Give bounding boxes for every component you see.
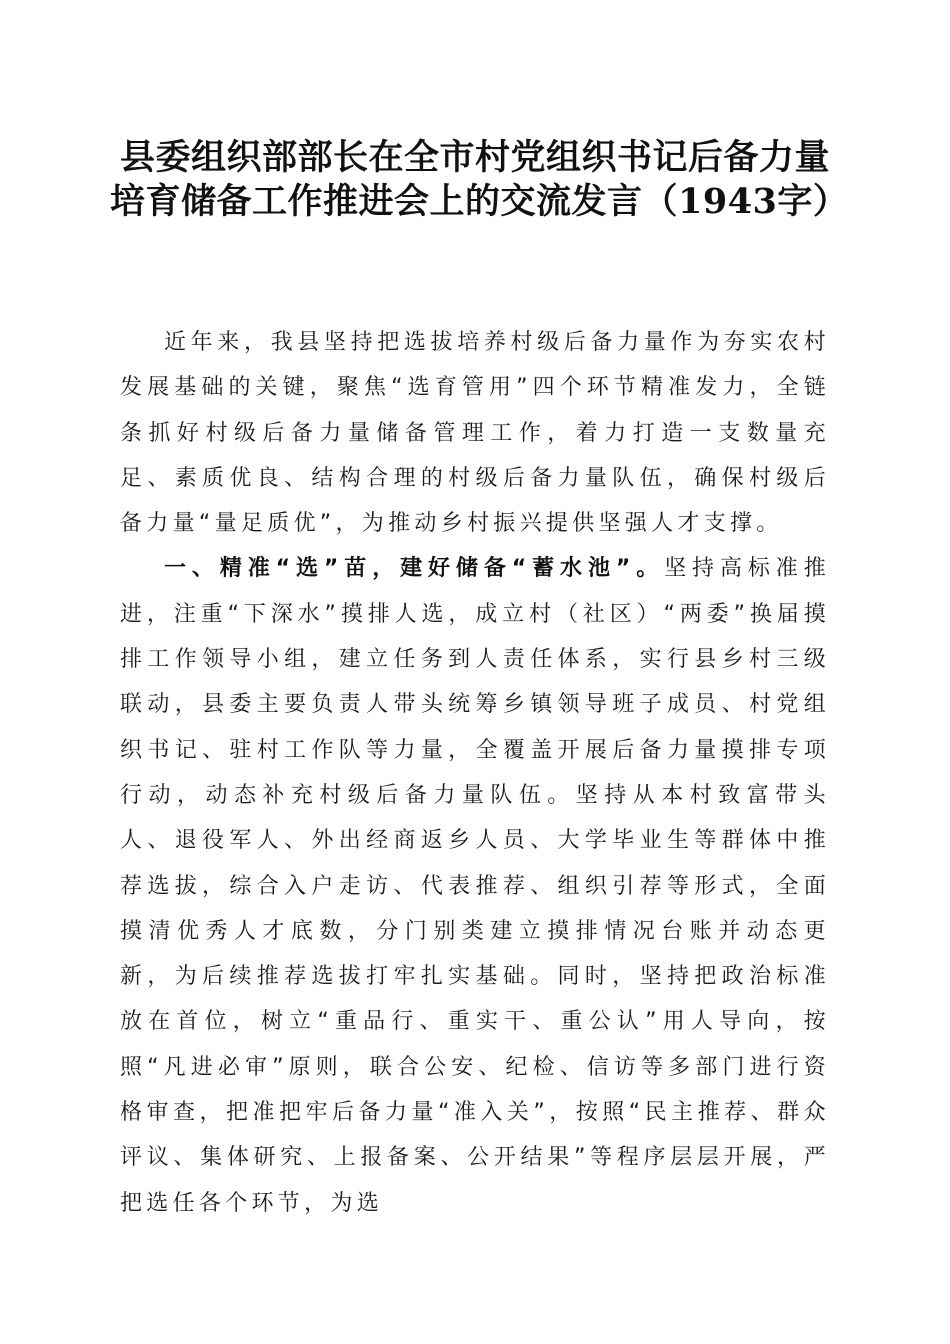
- document-title: 县委组织部部长在全市村党组织书记后备力量培育储备工作推进会上的交流发言（1943字）: [110, 137, 849, 222]
- section-1-heading: 一、精准“选”苗，建好储备“蓄水池”。: [164, 556, 665, 582]
- section-1-text: 坚持高标准推进，注重“下深水”摸排人选，成立村（社区）“两委”换届摸排工作领导小组，建立任务到人责任体系，实行县乡村三级联动，县委主要负责人带头统筹乡镇领导班子成员、村党组织书记、驻村工作队等力量，全覆盖开展后备力量摸排专项行动，动态补充村级后备力量队伍。坚持从本村致富带头人、退役军人、外出经商返乡人员、大学毕业生等群体中推荐选拔，综合入户走访、代表推荐、组织引荐等形式，全面摸清优秀人才底数，分门别类建立摸排情况台账并动态更新，为后续推荐选拔打牢扎实基础。同时，坚持把政治标准放在首位，树立“重品行、重实干、重公认”用人导向，按照“凡进必审”原则，联合公安、纪检、信访等多部门进行资格审查，把准把牢后备力量“准入关”，按照“民主推荐、群众评议、集体研究、上报备案、公开结果”等程序层层开展，严把选任各个环节，为选: [120, 556, 830, 1216]
- paragraph-section-1: [120, 546, 830, 1225]
- paragraph-intro: [120, 320, 830, 546]
- paragraph-intro-text: 近年来，我县坚持把选拔培养村级后备力量作为夯实农村发展基础的关键，聚焦“选育管用”四个环节精准发力，全链条抓好村级后备力量储备管理工作，着力打造一支数量充足、素质优良、结构合理的村级后备力量队伍，确保村级后备力量“量足质优”，为推动乡村振兴提供坚强人才支撑。: [120, 330, 830, 537]
- document-body: [120, 320, 830, 1226]
